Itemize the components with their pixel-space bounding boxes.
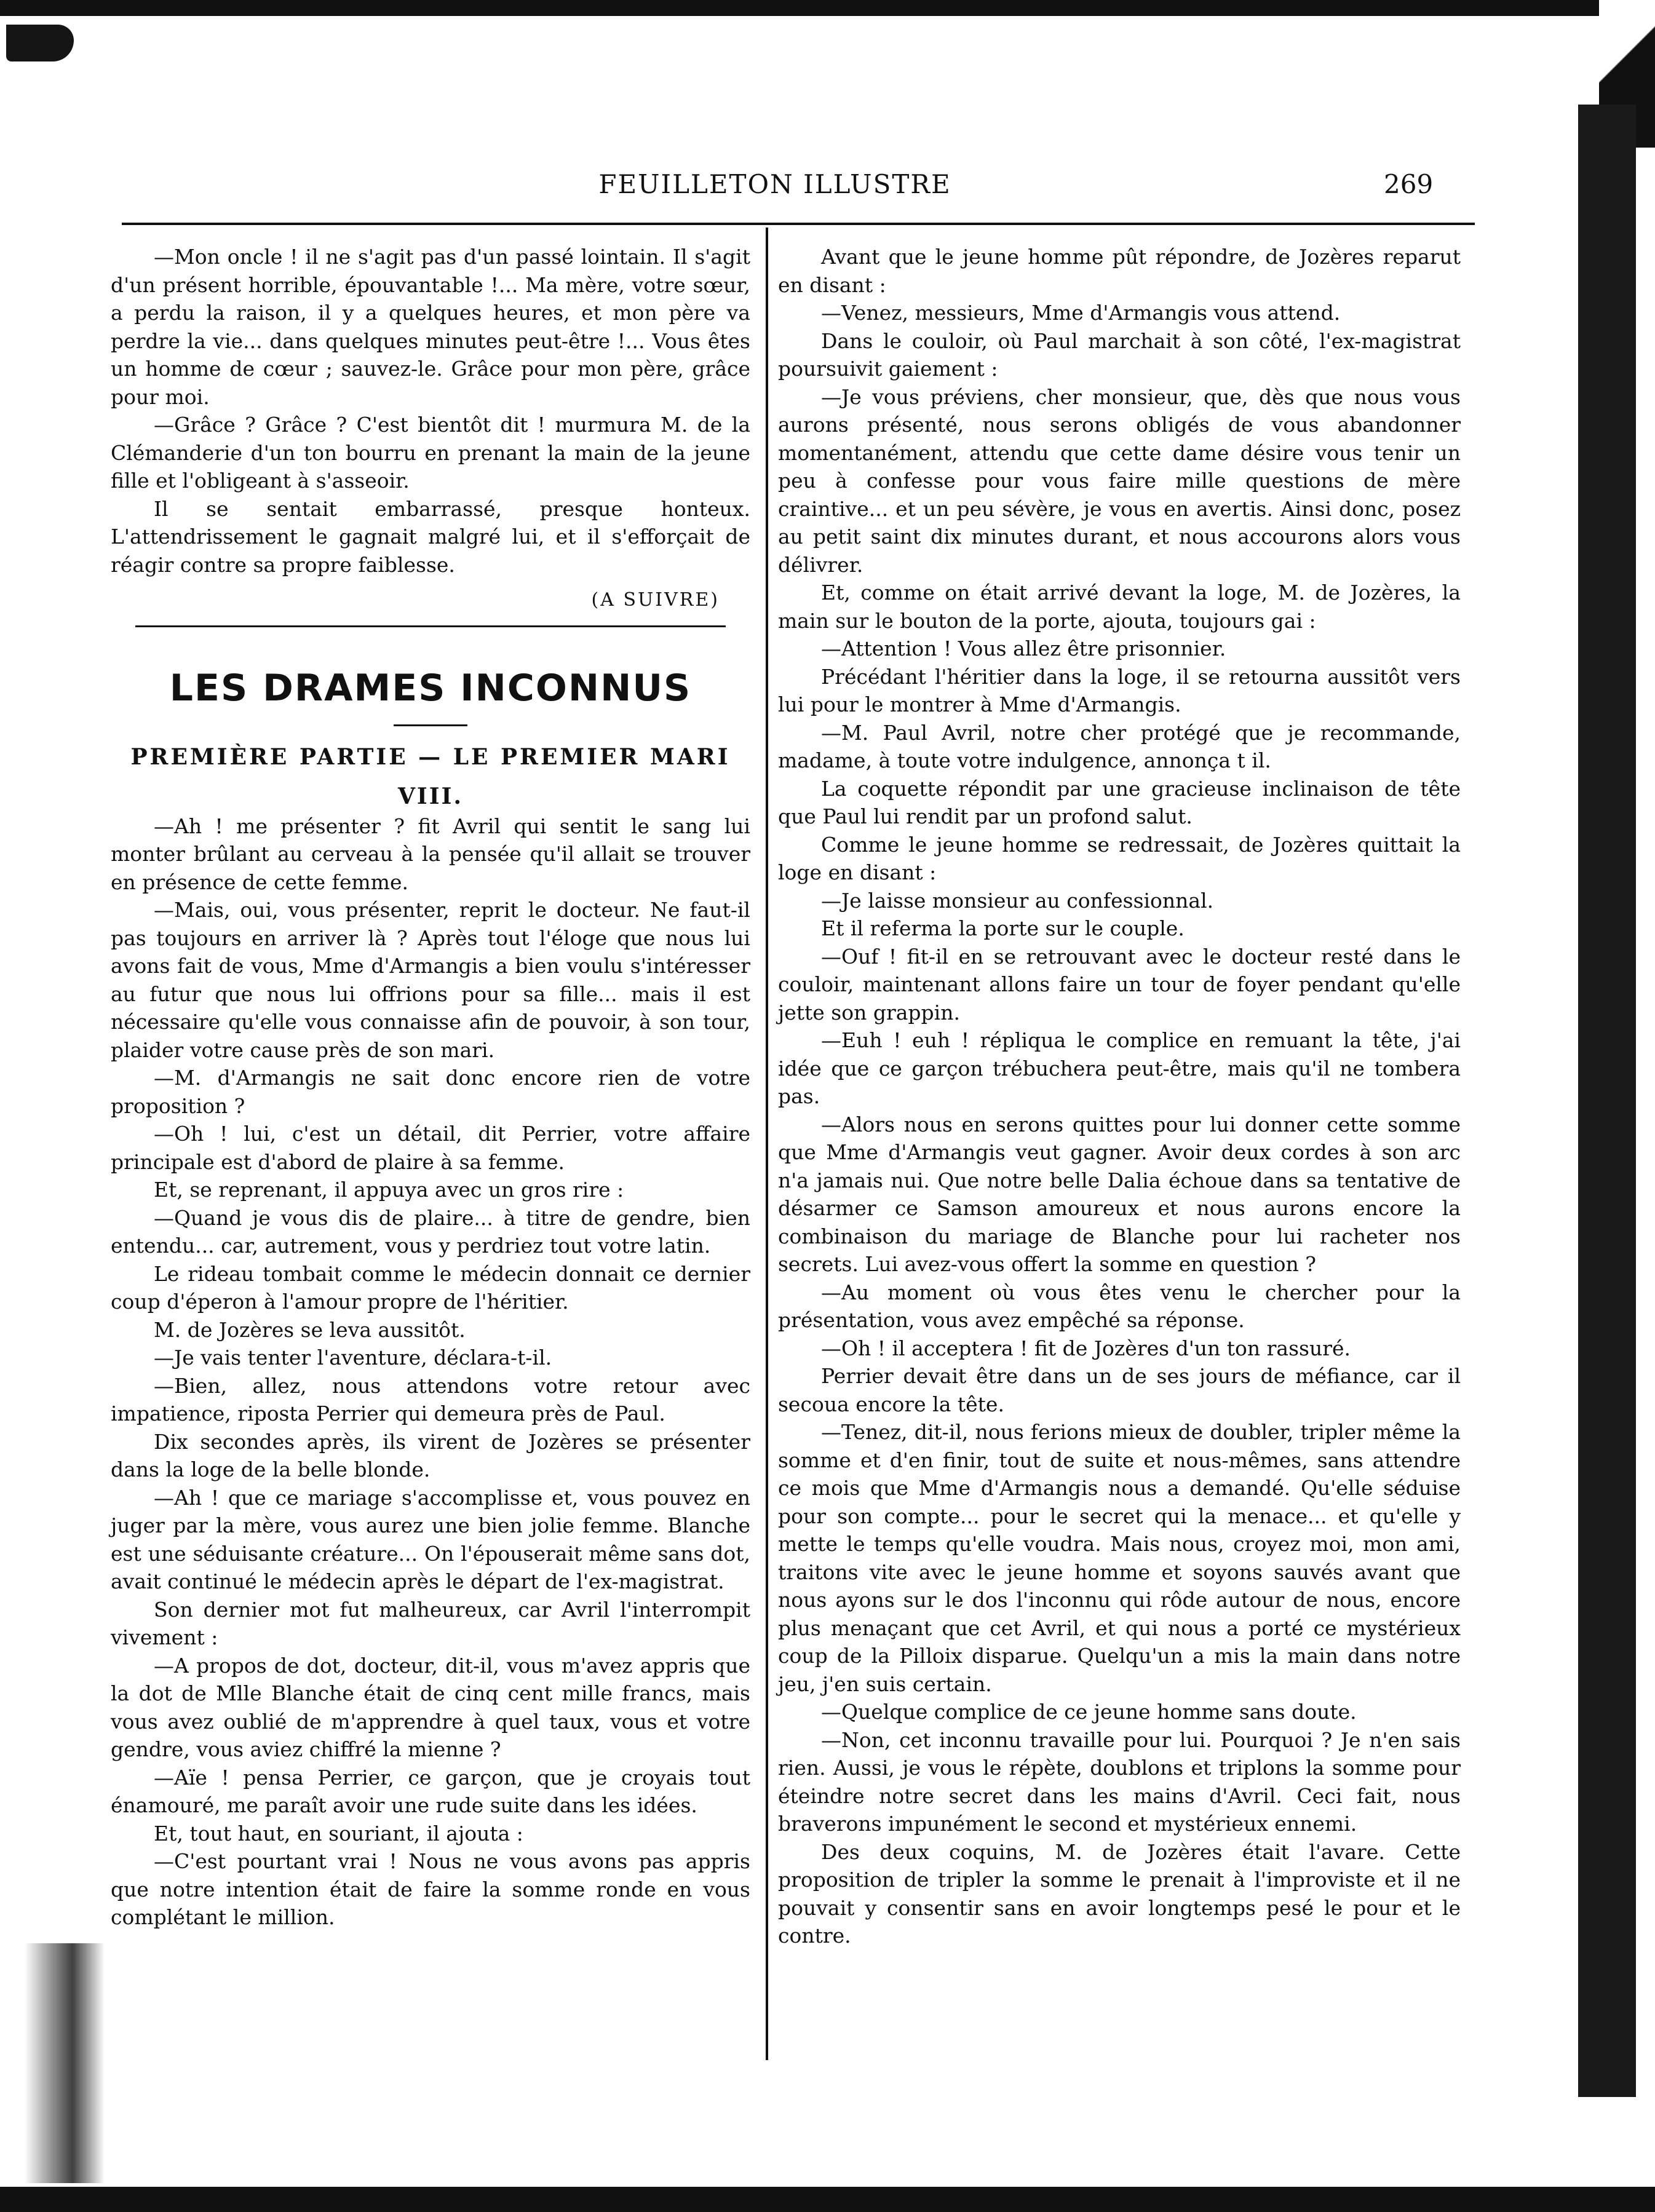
section-separator [135,625,726,627]
part-heading: PREMIÈRE PARTIE — LE PREMIER MARI [130,743,731,770]
paragraph: Perrier devait être dans un de ses jours de méfiance, car il secoua encore la tête. [778,1364,1461,1416]
paragraph: —Oh ! lui, c'est un détail, dit Perrier, votre affaire principale est d'abord de plaire à sa femme. [111,1122,750,1174]
paragraph: —Oh ! il acceptera ! fit de Jozères d'un ton rassuré. [821,1336,1351,1360]
paragraph: —Mais, oui, vous présenter, reprit le docteur. Ne faut-il pas toujours en arriver là ? Après tout l'éloge que nous lui avons fait de vous, Mme d'Armangis a bien voulu s'intéresser au futur que nous lui offrions pour sa fille... mais il est nécessaire qu'elle vous connaisse afin de pouvoir, à son tour, plaider votre cause près de son mari. [111,898,750,1062]
paragraph: —Je vous préviens, cher monsieur, que, dès que nous vous aurons présenté, nous serons obligés de vous abandonner momentanément, attendu que cette dame désire vous tenir un peu à confesse pour vous faire mille questions de mère craintive... et un peu sévère, je vous en avertis. Ainsi donc, posez au petit saint dix minutes durant, et nous accourons alors vous délivrer. [778,384,1461,577]
paragraph: Précédant l'héritier dans la loge, il se retourna aussitôt vers lui pour le montrer à Mme d'Armangis. [778,664,1461,716]
paragraph: —Tenez, dit-il, nous ferions mieux de doubler, tripler même la somme et d'en finir, tout de suite et nous-mêmes, sans attendre ce mois que Mme d'Armangis nous a demandé. Qu'elle séduise pour son compte... pour le secret qui la menace... et qu'elle y mette le temps qu'elle voudra. Mais nous, croyez moi, mon ami, traitons vite avec le jeune homme et soyons sauvés avant que nous ayons sur le dos l'inconnu qui rôde autour de nous, encore plus menaçant que cet Avril, et qui nous a porté ce mystérieux coup de la Pilloix disparue. Quelqu'un a mis la main dans notre jeu, j'en suis certain. [778,1420,1461,1696]
left-column [111,243,750,1932]
column-rule [766,228,768,2060]
paragraph: —Je laisse monsieur au confessionnal. [821,888,1214,913]
paragraph: Le rideau tombait comme le médecin donnait ce dernier coup d'éperon à l'amour propre de l'héritier. [111,1261,750,1314]
paragraph: Dans le couloir, où Paul marchait à son côté, l'ex-magistrat poursuivit gaiement : [778,328,1461,381]
paragraph: —Euh ! euh ! répliqua le complice en remuant la tête, j'ai idée que ce garçon trébuchera peut-être, mais qu'il ne tombera pas. [778,1028,1461,1108]
paragraph: —Aïe ! pensa Perrier, ce garçon, que je croyais tout énamouré, me paraît avoir une rude suite dans les idées. [111,1765,750,1817]
running-header-title: FEUILLETON ILLUSTRE [598,169,951,199]
paragraph: —Grâce ? Grâce ? C'est bientôt dit ! murmura M. de la Clémanderie d'un ton bourru en prenant la main de la jeune fille et l'obligeant à s'asseoir. [111,413,750,493]
paragraph: —Venez, messieurs, Mme d'Armangis vous attend. [821,301,1341,325]
serial-title: LES DRAMES INCONNUS [169,666,692,710]
paragraph: Et, comme on était arrivé devant la loge, M. de Jozères, la main sur le bouton de la porte, ajouta, toujours gai : [778,581,1461,633]
paragraph: —Ah ! que ce mariage s'accomplisse et, vous pouvez en juger par la mère, vous aurez une bien jolie femme. Blanche est une séduisante créature... On l'épouserait même sans dot, avait continué le médecin après le départ de l'ex-magistrat. [111,1485,750,1593]
paragraph: —Au moment où vous êtes venu le chercher pour la présentation, vous avez empêché sa réponse. [778,1280,1461,1332]
right-column [778,243,1461,1950]
paragraph: Avant que le jeune homme pût répondre, de Jozères reparut en disant : [778,245,1461,297]
scan-border-bottom [0,2187,1655,2212]
paragraph: —Alors nous en serons quittes pour lui donner cette somme que Mme d'Armangis veut gagner. Avoir deux cordes à son arc n'a jamais nui. Que notre belle Dalia échoue dans sa tentative de désarmer ce Samson amoureux et nous aurons encore la combinaison du mariage de Blanche pour lui racheter nos secrets. Lui avez-vous offert la somme en question ? [778,1112,1461,1276]
title-underline [394,724,467,726]
paragraph: La coquette répondit par une gracieuse inclinaison de tête que Paul lui rendit par un profond salut. [778,776,1461,828]
paragraph: —Quand je vous dis de plaire... à titre de gendre, bien entendu... car, autrement, vous y perdriez tout votre latin. [111,1205,750,1258]
paragraph: Et, tout haut, en souriant, il ajouta : [154,1821,523,1845]
paragraph: —C'est pourtant vrai ! Nous ne vous avons pas appris que notre intention était de faire la somme ronde en vous complétant le million. [111,1849,750,1929]
paragraph: —A propos de dot, docteur, dit-il, vous m'avez appris que la dot de Mlle Blanche était de cinq cent mille francs, mais vous avez oublié de m'apprendre à quel taux, vous et votre gendre, vous aviez chiffré la mienne ? [111,1653,750,1761]
a-suivre-label: (A SUIVRE) [591,589,720,611]
header-rule [122,223,1475,225]
scan-edge-shadow [25,1943,105,2183]
left-column-paragraphs-before [111,243,750,579]
paragraph: M. de Jozères se leva aussitôt. [154,1317,466,1342]
paragraph: Dix secondes après, ils virent de Jozères se présenter dans la loge de la belle blonde. [111,1429,750,1481]
paragraph: —Quelque complice de ce jeune homme sans doute. [821,1700,1357,1724]
paragraph: —Je vais tenter l'aventure, déclara-t-il. [154,1346,552,1370]
right-column-paragraphs [778,243,1461,1950]
paragraph: —M. d'Armangis ne sait donc encore rien de votre proposition ? [111,1066,750,1118]
paragraph: Et, se reprenant, il appuya avec un gros rire : [154,1178,624,1202]
chapter-number: VIII. [398,783,463,809]
paragraph: —Non, cet inconnu travaille pour lui. Pourquoi ? Je n'en sais rien. Aussi, je vous le répète, doublons et triplons la somme pour éteindre notre secret dans les mains d'Avril. Ceci fait, nous braverons impunément le second et mystérieux ennemi. [778,1727,1461,1836]
left-column-paragraphs-after [111,812,750,1932]
scan-ink-blot [6,25,74,61]
paragraph: Des deux coquins, M. de Jozères était l'avare. Cette proposition de tripler la somme le prenait à l'improviste et il ne pouvait y consentir sans en avoir longtemps pesé le pour et le contre. [778,1839,1461,1948]
paragraph: —Mon oncle ! il ne s'agit pas d'un passé lointain. Il s'agit d'un présent horrible, épouvantable !... Ma mère, votre sœur, a perdu la raison, il y a quelques heures, et mon père va perdre la vie... dans quelques minutes peut-être !... Vous êtes un homme de cœur ; sauvez-le. Grâce pour mon père, grâce pour moi. [111,245,750,409]
paragraph: —M. Paul Avril, notre cher protégé que je recommande, madame, à toute votre indulgence, annonça t il. [778,720,1461,772]
paragraph: —Attention ! Vous allez être prisonnier. [821,636,1226,660]
page-number: 269 [1384,169,1434,199]
paragraph: —Bien, allez, nous attendons votre retour avec impatience, riposta Perrier qui demeura près de Paul. [111,1373,750,1425]
paragraph: —Ouf ! fit-il en se retrouvant avec le docteur resté dans le couloir, maintenant allons faire un tour de foyer pendant qu'elle jette son grappin. [778,944,1461,1025]
paragraph: —Ah ! me présenter ? fit Avril qui sentit le sang lui monter brûlant au cerveau à la pensée qu'il allait se trouver en présence de cette femme. [111,814,750,894]
paragraph: Son dernier mot fut malheureux, car Avril l'interrompit vivement : [111,1597,750,1649]
paragraph: Et il referma la porte sur le couple. [821,916,1185,940]
paragraph: Il se sentait embarrassé, presque honteux. L'attendrissement le gagnait malgré lui, et il s'efforçait de réagir contre sa propre faiblesse. [111,496,750,577]
scan-border-top [0,0,1655,16]
paragraph: Comme le jeune homme se redressait, de Jozères quittait la loge en disant : [778,832,1461,884]
scan-border-right [1578,105,1636,2097]
